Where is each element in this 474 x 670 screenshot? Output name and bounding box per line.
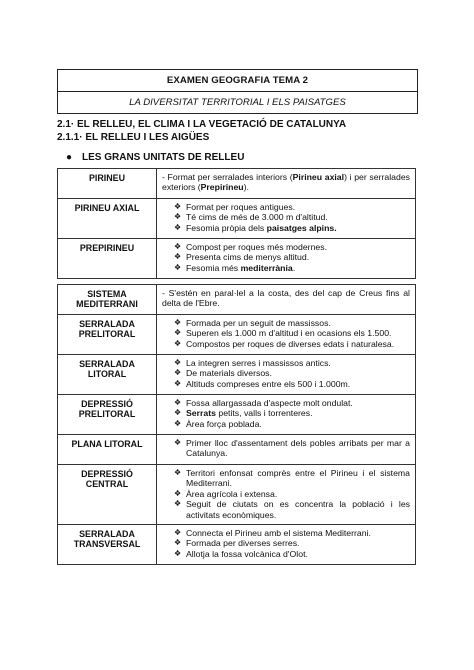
list-item: ❖ Formada per un seguit de massissos. <box>174 318 331 328</box>
diamond-bullet-icon: ❖ <box>174 318 182 327</box>
diamond-bullet-icon: ❖ <box>174 548 182 558</box>
list-item: ❖ Fesomia pròpia dels paisatges alpins. <box>174 222 337 233</box>
diamond-bullet-icon: ❖ <box>174 378 182 388</box>
diamond-bullet-icon: ❖ <box>174 398 182 407</box>
row-label: SISTEMA MEDITERRANI <box>58 285 157 315</box>
list-item: ❖ Compostos per roques de diverses edats i naturalesa. <box>174 338 395 349</box>
list-item: ❖ Fesomia més mediterrània. <box>174 262 296 273</box>
diamond-bullet-icon: ❖ <box>174 538 182 548</box>
subsection-heading: 2.1.1· EL RELLEU I LES AIGÜES <box>57 132 210 143</box>
diamond-bullet-icon: ❖ <box>174 468 182 477</box>
list-item: ❖ Connecta el Pirineu amb el sistema Mediterrani. <box>174 528 371 538</box>
row-description <box>157 239 416 279</box>
list-item: ❖ La integren serres i massissos antics. <box>174 358 331 368</box>
list-item: ❖ Seguit de ciutats on es concentra la població i les activitats econòmiques. <box>174 499 410 520</box>
table-row <box>58 395 416 435</box>
table-row <box>58 525 416 565</box>
row-label: PIRINEU AXIAL <box>58 199 157 239</box>
diamond-bullet-icon: ❖ <box>174 499 182 509</box>
list-item: ❖ Allotja la fossa volcànica d'Olot. <box>174 548 308 559</box>
diamond-bullet-icon: ❖ <box>174 338 182 348</box>
diamond-bullet-icon: ❖ <box>174 528 182 537</box>
diamond-bullet-icon: ❖ <box>174 252 182 262</box>
row-description <box>157 199 416 239</box>
diamond-bullet-icon: ❖ <box>174 262 182 272</box>
list-item: ❖ Compost per roques més modernes. <box>174 242 327 252</box>
row-description <box>157 435 416 465</box>
diamond-bullet-icon: ❖ <box>174 438 182 447</box>
list-item: ❖ Presenta cims de menys altitud. <box>174 252 310 263</box>
table-row <box>58 465 416 525</box>
row-label: PLANA LITORAL <box>58 435 157 465</box>
row-description <box>157 525 416 565</box>
list-item: ❖ Altituds compreses entre els 500 i 1.000m. <box>174 378 351 389</box>
row-label: DEPRESSIÓ PRELITORAL <box>58 395 157 435</box>
list-item: ❖ Fossa allargassada d'aspecte molt ondulat. <box>174 398 353 408</box>
row-description <box>157 465 416 525</box>
list-item: ❖ Àrea força poblada. <box>174 418 262 429</box>
row-description: - S'estén en paral·lel a la costa, des del cap de Creus fins al delta de l'Ebre. <box>157 285 416 315</box>
bullet-heading-text: LES GRANS UNITATS DE RELLEU <box>82 152 245 163</box>
exam-title: EXAMEN GEOGRAFIA TEMA 2 <box>166 75 309 86</box>
list-item: ❖ Primer lloc d'assentament dels pobles arribats per mar a Catalunya. <box>174 438 410 459</box>
list-item: ❖ Format per roques antigues. <box>174 202 296 212</box>
bullet-icon: ● <box>66 152 73 163</box>
list-item: ❖ De materials diversos. <box>174 368 272 379</box>
relief-table-mediterranean <box>57 284 416 565</box>
exam-subtitle: LA DIVERSITAT TERRITORIAL I ELS PAISATGES <box>58 91 417 113</box>
bullet-heading <box>66 152 244 163</box>
list-item: ❖ Té cims de més de 3.000 m d'altitud. <box>174 212 328 223</box>
table-row <box>58 199 416 239</box>
list-item: ❖ Superen els 1.000 m d'altitud i en ocasions els 1.500. <box>174 328 392 339</box>
relief-table-pyrenees <box>57 168 416 279</box>
row-description: - Format per serralades interiors (Pirineu axial) i per serralades exteriors (Prepirineu). <box>157 169 416 199</box>
diamond-bullet-icon: ❖ <box>174 368 182 378</box>
list-item: ❖ Territori enfonsat comprès entre el Pirineu i el sistema Mediterrani. <box>174 468 410 489</box>
diamond-bullet-icon: ❖ <box>174 408 182 418</box>
diamond-bullet-icon: ❖ <box>174 488 182 498</box>
diamond-bullet-icon: ❖ <box>174 202 182 211</box>
list-item: ❖ Serrats petits, valls i torrenteres. <box>174 408 313 419</box>
table-row <box>58 435 416 465</box>
list-item: ❖ Àrea agrícola i extensa. <box>174 488 278 499</box>
section-heading: 2.1· EL RELLEU, EL CLIMA I LA VEGETACIÓ DE CATALUNYA <box>57 119 347 130</box>
row-description <box>157 315 416 355</box>
table-row <box>58 239 416 279</box>
diamond-bullet-icon: ❖ <box>174 358 182 367</box>
row-label: DEPRESSIÓ CENTRAL <box>58 465 157 525</box>
table-row <box>58 315 416 355</box>
table-row <box>58 169 416 199</box>
row-label: SERRALADA TRANSVERSAL <box>58 525 157 565</box>
row-label: PREPIRINEU <box>58 239 157 279</box>
diamond-bullet-icon: ❖ <box>174 242 182 251</box>
title-box <box>57 69 418 114</box>
list-item: ❖ Formada per diverses serres. <box>174 538 300 549</box>
diamond-bullet-icon: ❖ <box>174 328 182 338</box>
diamond-bullet-icon: ❖ <box>174 418 182 428</box>
row-description <box>157 395 416 435</box>
row-label: SERRALADA LITORAL <box>58 355 157 395</box>
row-label: PIRINEU <box>58 169 157 199</box>
row-description <box>157 355 416 395</box>
diamond-bullet-icon: ❖ <box>174 212 182 222</box>
table-row <box>58 285 416 315</box>
table-row <box>58 355 416 395</box>
row-label: SERRALADA PRELITORAL <box>58 315 157 355</box>
diamond-bullet-icon: ❖ <box>174 222 182 232</box>
